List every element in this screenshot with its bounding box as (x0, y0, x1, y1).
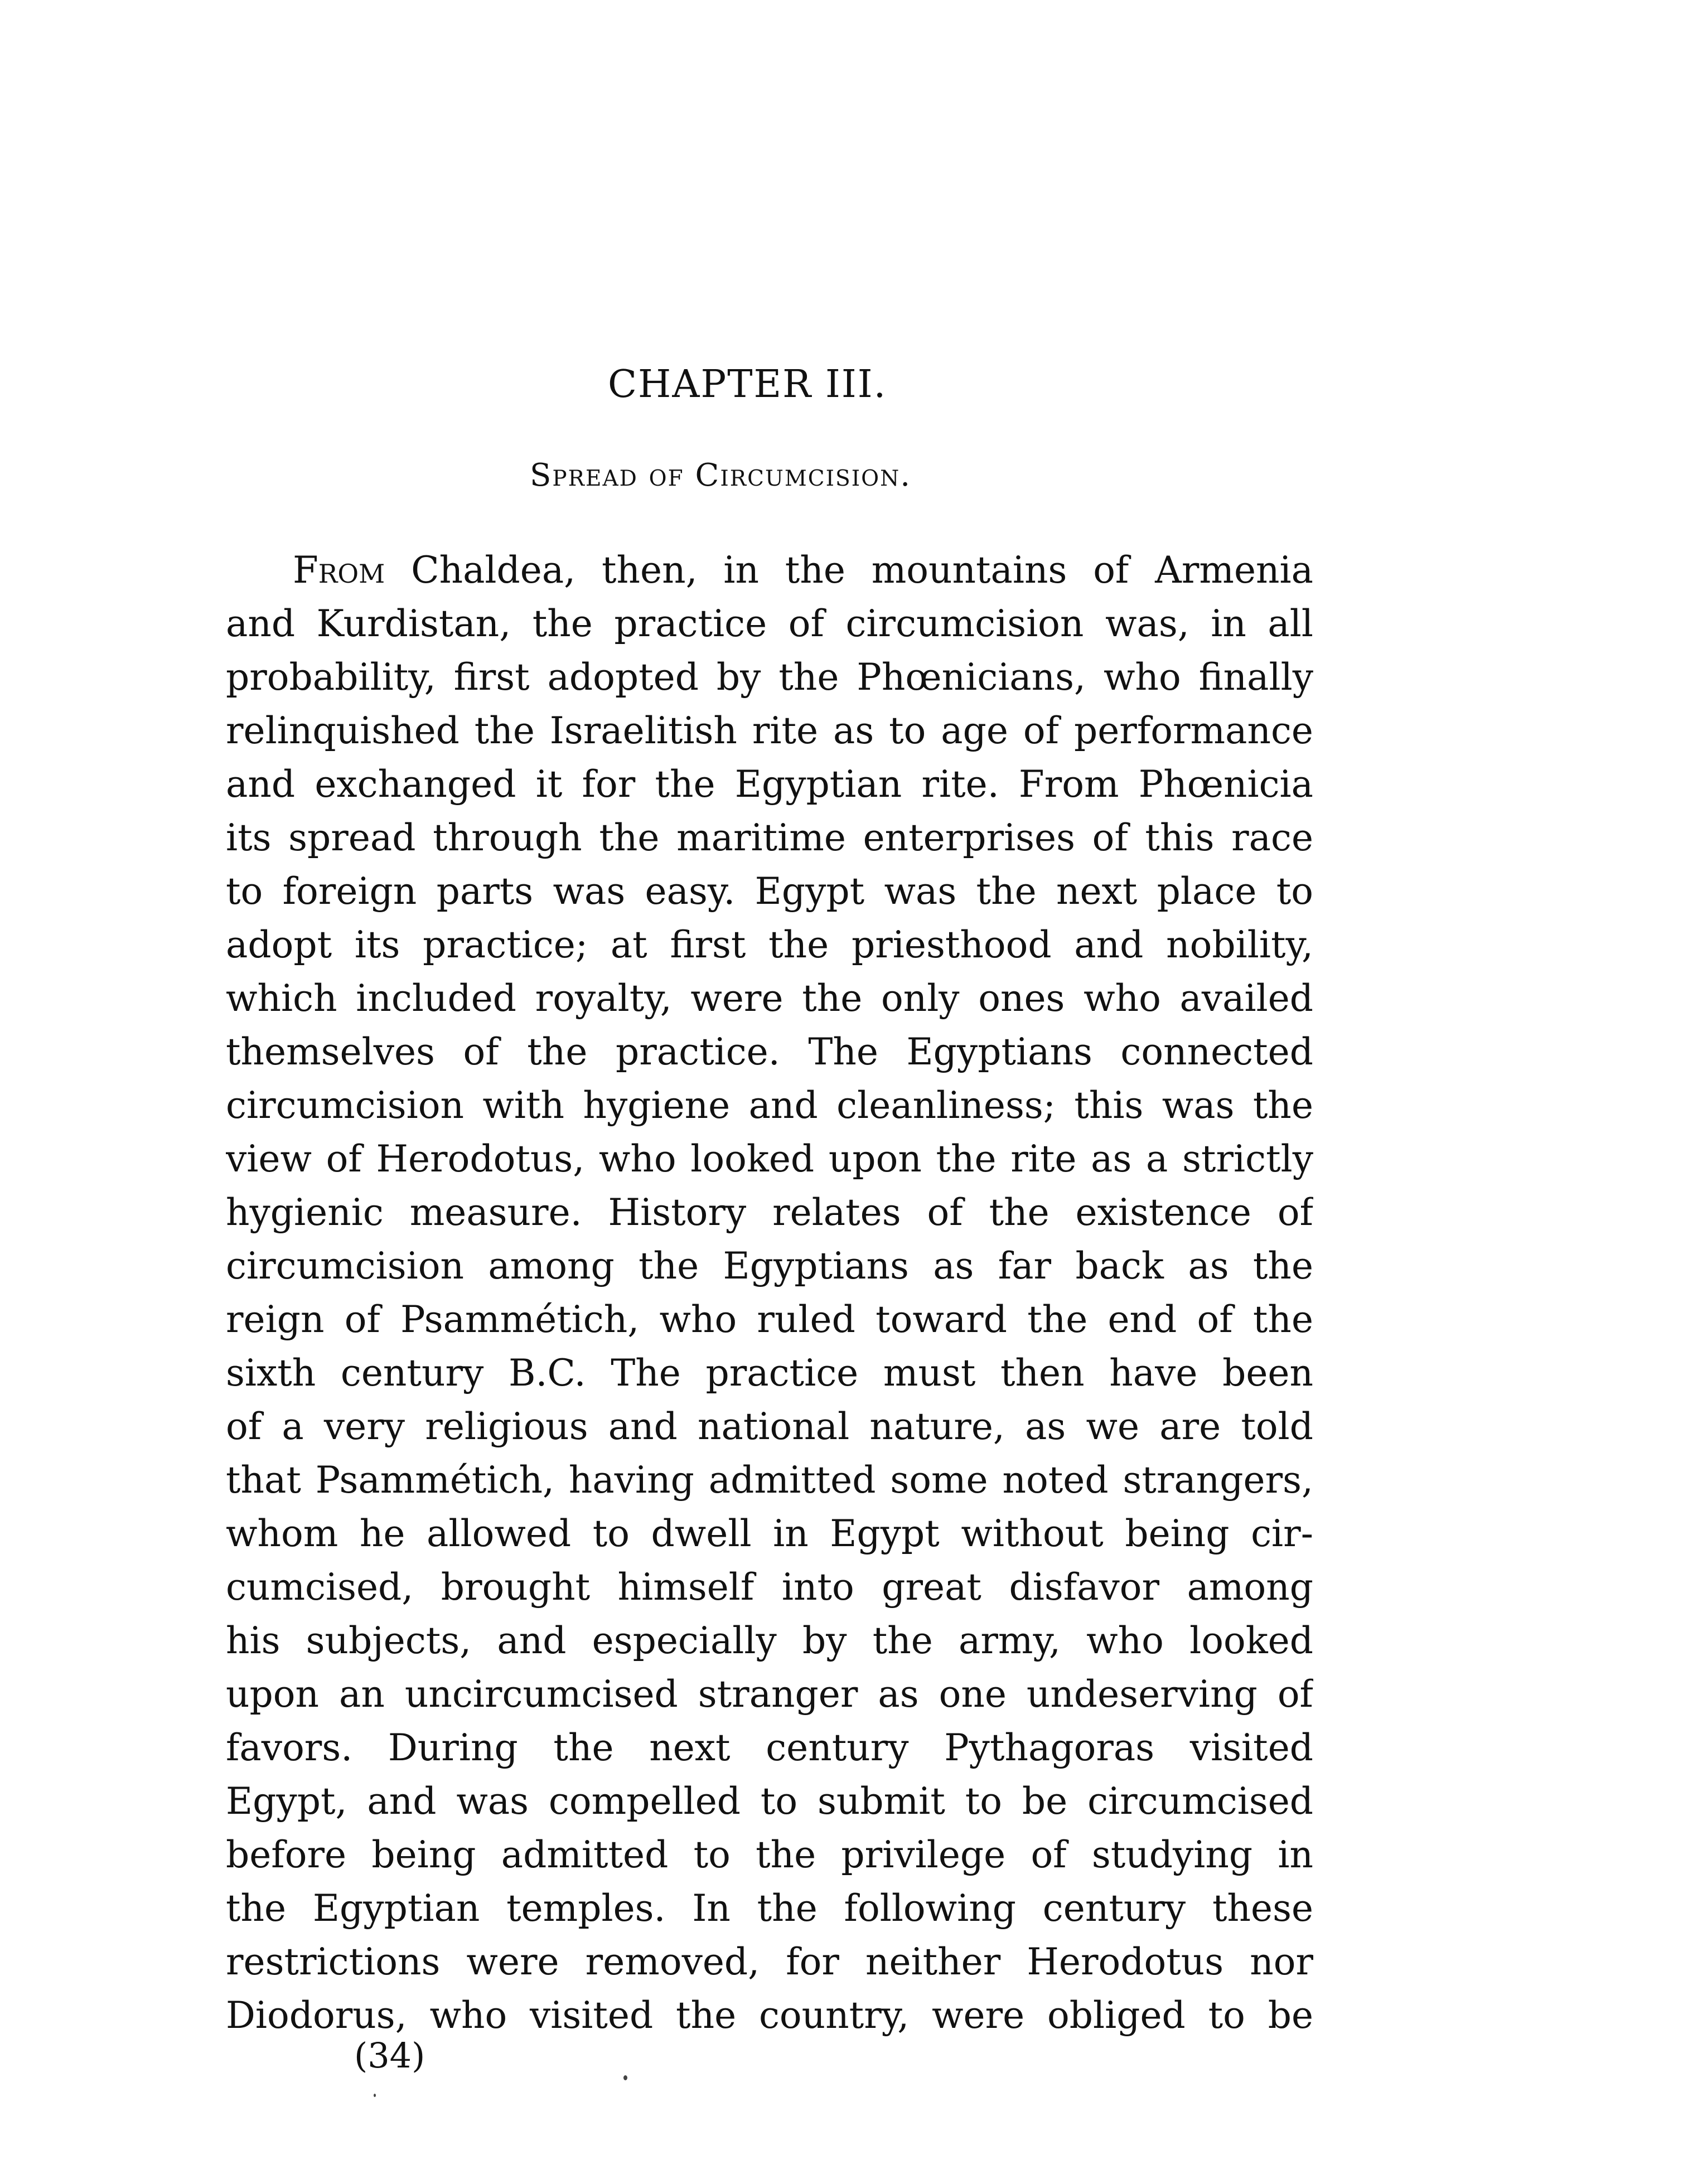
text-line: adopt its practice; at first the priesthood and nobility, (226, 923, 1313, 966)
text-line: circumcision among the Egyptians as far back as the (226, 1244, 1313, 1287)
text-line: of a very religious and national nature, as we are told (226, 1405, 1313, 1448)
text-line: restrictions were removed, for neither Herodotus nor (226, 1940, 1313, 1983)
print-speck (374, 2094, 376, 2097)
text-line: themselves of the practice. The Egyptians connected (226, 1030, 1313, 1073)
text-line: circumcision with hygiene and cleanliness; this was the (226, 1084, 1313, 1127)
text-line (226, 544, 1313, 597)
text-line: which included royalty, were the only ones who availed (226, 977, 1313, 1020)
text-line: before being admitted to the privilege of studying in (226, 1833, 1313, 1876)
text-line: cumcised, brought himself into great disfavor among (226, 1566, 1313, 1609)
text-line: whom he allowed to dwell in Egypt without being cir- (226, 1512, 1313, 1555)
text-line: Diodorus, who visited the country, were obliged to be (226, 1994, 1313, 2037)
text-line: upon an uncircumcised stranger as one undeserving of (226, 1673, 1313, 1716)
text-line: his subjects, and especially by the army, who looked (226, 1619, 1313, 1662)
text-line: and exchanged it for the Egyptian rite. From Phœnicia (226, 763, 1313, 806)
page-number: (34) (354, 2035, 425, 2076)
first-line-text: Chaldea, then, in the mountains of Armenia (385, 549, 1313, 592)
text-line: to foreign parts was easy. Egypt was the next place to (226, 870, 1313, 913)
text-line: reign of Psammétich, who ruled toward the end of the (226, 1298, 1313, 1341)
text-line: and Kurdistan, the practice of circumcision was, in all (226, 602, 1313, 645)
text-line: hygienic measure. History relates of the existence of (226, 1191, 1313, 1234)
chapter-title: CHAPTER III. (608, 362, 887, 406)
text-line: sixth century B.C. The practice must then have been (226, 1352, 1313, 1394)
text-line: view of Herodotus, who looked upon the rite as a strictly (226, 1137, 1313, 1180)
text-line: its spread through the maritime enterprises of this race (226, 816, 1313, 859)
text-line: that Psammétich, having admitted some noted strangers, (226, 1459, 1313, 1502)
text-line: relinquished the Israelitish rite as to age of performance (226, 709, 1313, 752)
text-line: probability, first adopted by the Phœnicians, who finally (226, 656, 1313, 699)
text-line: favors. During the next century Pythagoras visited (226, 1726, 1313, 1769)
body-paragraph (226, 544, 1313, 2042)
print-speck (623, 2075, 627, 2080)
chapter-subtitle: Spread of Circumcision. (530, 457, 912, 493)
text-line: Egypt, and was compelled to submit to be circumcised (226, 1780, 1313, 1823)
text-line: the Egyptian temples. In the following century these (226, 1887, 1313, 1930)
lead-word: From (293, 549, 385, 592)
